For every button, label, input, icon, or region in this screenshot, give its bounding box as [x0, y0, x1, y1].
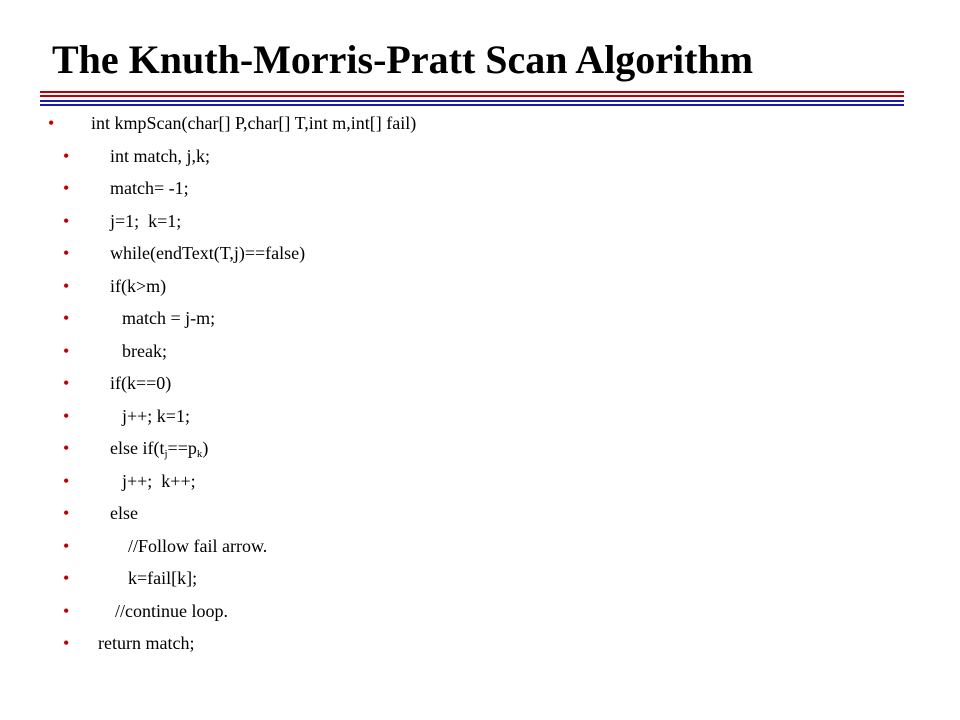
code-line-text: while(endText(T,j)==false) — [110, 243, 306, 263]
code-line-text: //Follow fail arrow. — [128, 535, 268, 556]
code-line-text: j=1; k=1; — [110, 210, 182, 231]
code-line — [0, 270, 960, 303]
code-fragment: ) — [202, 438, 209, 458]
code-line — [0, 432, 960, 465]
subscript-j: j — [164, 448, 168, 460]
code-line-text — [110, 432, 208, 465]
code-line-text: match = j-m; — [122, 308, 216, 328]
code-line-text: if(k>m) — [110, 275, 167, 296]
bullet-icon: • — [63, 308, 70, 328]
code-line — [0, 302, 960, 335]
code-line — [0, 140, 960, 173]
bullet-icon: • — [63, 210, 70, 231]
code-bullet-list — [0, 107, 960, 660]
code-line-text: int match, j,k; — [110, 145, 210, 166]
code-line — [0, 400, 960, 433]
code-line-text: //continue loop. — [115, 600, 228, 621]
code-line — [0, 497, 960, 530]
code-line — [0, 107, 960, 140]
code-fragment: ==p — [167, 438, 197, 458]
code-line-text: j++; k=1; — [122, 405, 190, 426]
code-line-text: else — [110, 503, 138, 523]
code-line — [0, 627, 960, 660]
bullet-icon: • — [63, 373, 70, 393]
code-line — [0, 367, 960, 400]
code-line-text: match= -1; — [110, 178, 189, 198]
title-underline-blue — [40, 100, 904, 102]
code-line — [0, 237, 960, 270]
bullet-icon: • — [63, 503, 70, 523]
bullet-icon: • — [63, 243, 70, 263]
bullet-icon: • — [63, 275, 70, 296]
code-line — [0, 172, 960, 205]
bullet-icon: • — [63, 340, 70, 361]
code-line — [0, 595, 960, 628]
bullet-icon: • — [63, 568, 70, 588]
bullet-icon: • — [48, 113, 55, 133]
bullet-icon: • — [63, 438, 70, 458]
code-line — [0, 530, 960, 563]
title-underline-red — [40, 95, 904, 97]
code-line-text: int kmpScan(char[] P,char[] T,int m,int[] fail) — [91, 113, 417, 133]
code-line — [0, 335, 960, 368]
code-line-text: j++; k++; — [122, 470, 196, 491]
bullet-icon: • — [63, 633, 70, 653]
code-line — [0, 205, 960, 238]
subscript-k: k — [196, 448, 203, 460]
code-line — [0, 465, 960, 498]
code-line-text: return match; — [98, 633, 195, 653]
code-line — [0, 562, 960, 595]
bullet-icon: • — [63, 535, 70, 556]
code-fragment: else if(t — [110, 438, 165, 458]
bullet-icon: • — [63, 600, 70, 621]
bullet-icon: • — [63, 405, 70, 426]
code-line-text: break; — [122, 340, 167, 361]
title-underline-blue — [40, 104, 904, 106]
code-line-text: if(k==0) — [110, 373, 172, 393]
bullet-icon: • — [63, 470, 70, 491]
bullet-icon: • — [63, 145, 70, 166]
title-underline-red — [40, 91, 904, 93]
bullet-icon: • — [63, 178, 70, 198]
code-line-text: k=fail[k]; — [128, 568, 198, 588]
slide-title: The Knuth-Morris-Pratt Scan Algorithm — [52, 37, 754, 82]
